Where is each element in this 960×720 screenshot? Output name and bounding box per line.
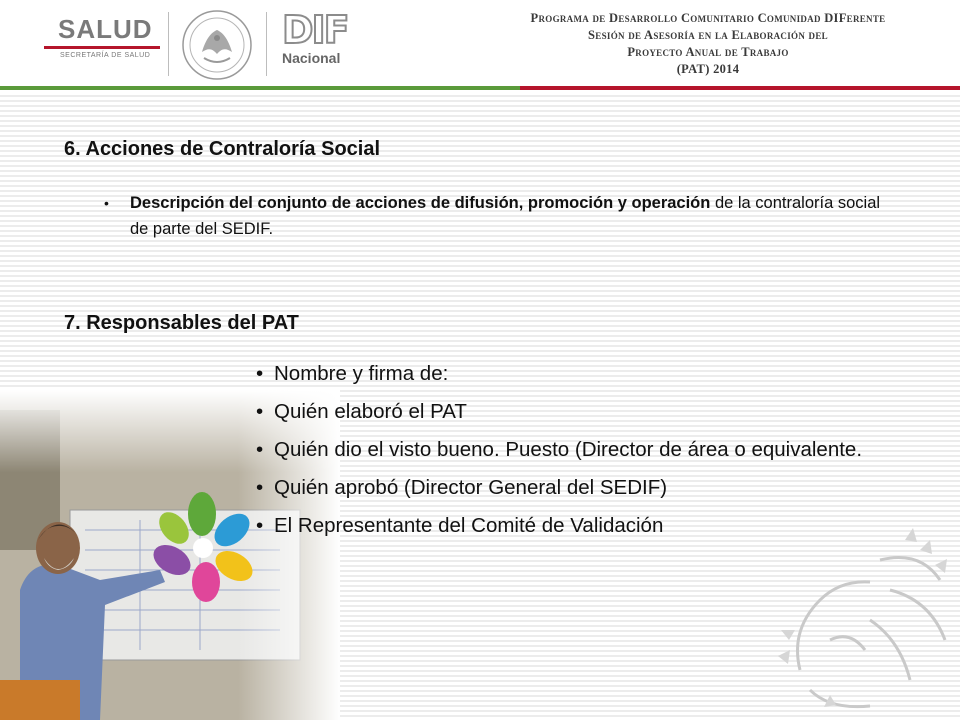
salud-logo-rule [44,46,160,49]
dif-flower-icon [150,490,255,620]
bullet-dot-icon: • [104,195,109,211]
list-item-text: El Representante del Comité de Validación [274,514,664,537]
bullet-dot-icon: • [256,514,264,537]
list-item-text: Quién dio el visto bueno. Puesto (Director de área o equivalente. [274,438,863,461]
responsables-list [256,360,896,550]
header-rule-red [520,86,960,90]
salud-logo-subtitle: SECRETARÍA DE SALUD [60,52,151,59]
salud-logo-name: SALUD [58,14,153,44]
section-6-bullet-bold: Descripción del conjunto de acciones de difusión, promoción y operación [130,194,711,212]
dif-logo-name: DIF [282,8,348,52]
salud-logo [44,12,160,72]
bullet-dot-icon: • [256,362,264,385]
bullet-dot-icon: • [256,476,264,499]
bullet-dot-icon: • [256,400,264,423]
program-title-line: (PAT) 2014 [676,62,740,76]
list-item-text: Nombre y firma de: [274,362,449,385]
section-6-heading: 6. Acciones de Contraloría Social [64,138,381,160]
section-6-bullet-rest: de la contraloría social de parte del SEDIF. [130,194,881,238]
section-7-heading: 7. Responsables del PAT [64,312,299,334]
list-item [256,512,896,539]
list-item-text: Quién aprobó (Director General del SEDIF) [274,476,668,499]
mexico-seal-icon [180,8,254,82]
section-6-bullet-text [130,190,900,242]
slide-header [0,0,960,92]
logo-divider [168,12,169,76]
header-rule-green [0,86,520,90]
dif-logo-subtitle: Nacional [282,50,341,66]
list-item [256,360,896,387]
list-item [256,436,896,463]
dif-logo [282,8,348,74]
list-item [256,398,896,425]
list-item-text: Quién elaboró el PAT [274,400,467,423]
program-title [470,10,946,78]
list-item [256,474,896,501]
bullet-dot-icon: • [256,438,264,461]
national-eagle-watermark-icon [770,520,960,720]
logo-divider [266,12,267,76]
program-title-line: Proyecto Anual de Trabajo [627,45,789,59]
program-title-line: Sesión de Asesoría en la Elaboración del [588,28,828,42]
program-title-line: Programa de Desarrollo Comunitario Comunidad DIFerente [530,11,886,25]
